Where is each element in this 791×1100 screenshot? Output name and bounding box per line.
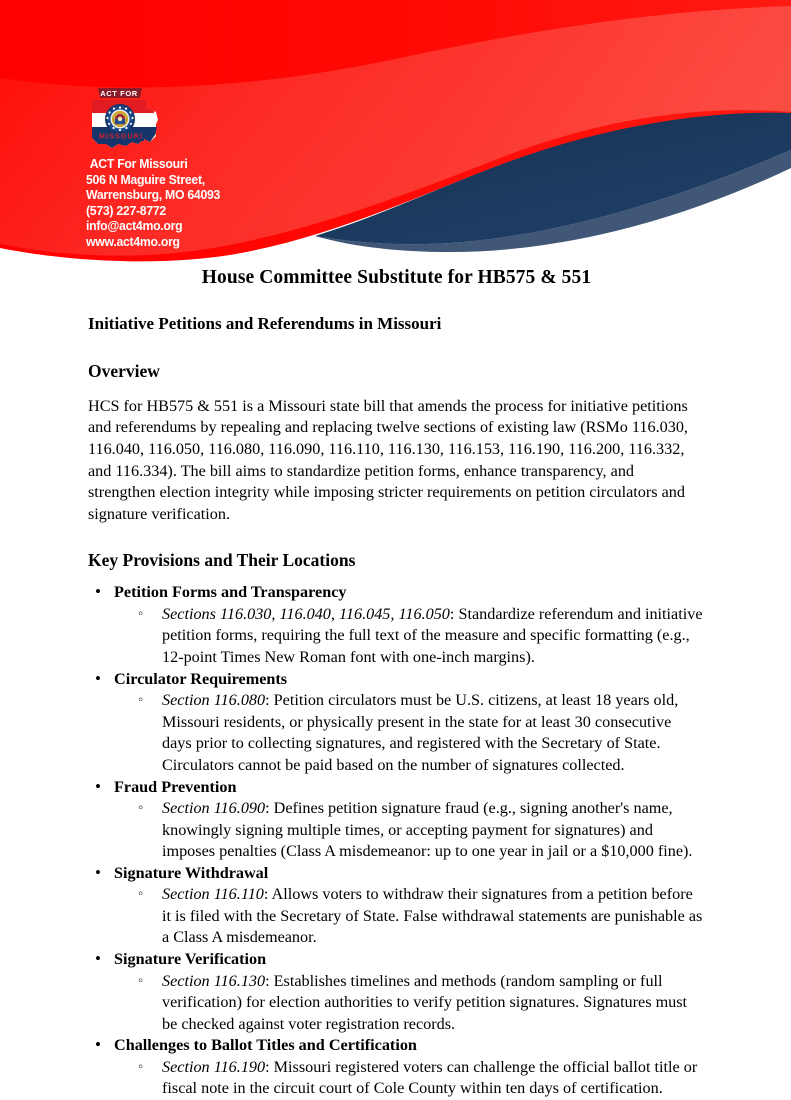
contact-phone: (573) 227-8772 [86,202,166,218]
document-subtitle: Initiative Petitions and Referendums in Missouri [88,314,442,334]
provision-details-list [114,798,705,863]
document-body [0,258,791,1100]
list-item [114,690,705,776]
contact-street: 506 N Maguire Street, [86,171,205,187]
list-item [88,669,705,777]
logo-bottom-banner [98,131,144,141]
provision-title: • Signature Withdrawal [114,863,269,882]
section-reference: Section 116.130 [162,971,266,990]
act-for-missouri-logo [88,86,170,158]
logo-bottom-text: MISSOURI [98,131,144,141]
provision-title: • Fraud Prevention [114,777,237,796]
section-reference: Sections 116.030, 116.040, 116.045, 116.050 [162,604,450,623]
list-item [88,777,705,863]
key-provisions-heading: Key Provisions and Their Locations [88,550,356,571]
logo-top-text: ACT FOR [100,89,138,98]
list-item [114,884,705,949]
contact-city-state-zip: Warrensburg, MO 64093 [86,187,221,203]
provision-detail: : Defines petition signature fraud (e.g., signing another's name, knowingly signing multiple times, or accepting payment for signatures) and imposes penalties (Class A misdemeanor: up to one year in jail or a $10,000 fine). [162,799,693,861]
list-item [88,949,705,1035]
contact-org-name: ACT For Missouri [89,156,188,171]
overview-heading: Overview [88,360,160,381]
provision-details-list [114,690,705,776]
provision-detail: : Establishes timelines and methods (random sampling or full verification) for election authorities to verify petition signatures. Signatures must be checked against voter registration records. [162,971,688,1033]
missouri-seal-icon [105,104,135,134]
contact-website[interactable]: www.act4mo.org [86,233,180,249]
act-for-banner [98,88,142,98]
list-item [114,604,705,669]
section-reference: Section 116.110 [162,885,264,904]
list-item [88,1035,705,1100]
section-reference: Section 116.090 [162,799,266,817]
provision-title: • Challenges to Ballot Titles and Certification [114,1036,417,1055]
provision-detail: : Allows voters to withdraw their signatures from a petition before it is filed with the Secretary of State. False withdrawal statements are punishable as a Class A misdemeanor. [162,885,703,947]
provision-detail: : Standardize referendum and initiative petition forms, requiring the full text of the measure and specific formatting (e.g., 12-point Times New Roman font with one-inch margins). [162,604,703,667]
overview-paragraph: HCS for HB575 & 551 is a Missouri state bill that amends the process for initiative petitions and referendums by repealing and replacing twelve sections of existing law (RSMo 116.030, 116.040, 116.050, 116.080, 116.090, 116.110, 116.130, 116.153, 116.190, 116.200, 116.332, and 116.334). The bill aims to standardize petition forms, enhance transparency, and strengthen election integrity while imposing stricter requirements on petition circulators and signature verification. [88,396,688,523]
provision-details-list [114,1057,705,1100]
provision-title: • Signature Verification [114,950,267,969]
provision-title: • Circulator Requirements [114,669,288,688]
list-item [114,798,705,863]
list-item [114,971,705,1036]
list-item [114,1057,705,1100]
provision-details-list [114,884,705,949]
organization-contact-block [86,156,328,250]
section-reference: Section 116.190 [162,1057,266,1076]
provision-details-list [114,971,705,1036]
provision-title: • Petition Forms and Transparency [114,583,347,602]
page-title: House Committee Substitute for HB575 & 551 [201,267,592,288]
list-item [88,582,705,668]
list-item [88,863,705,949]
provision-detail: : Missouri registered voters can challenge the official ballot title or fiscal note in the circuit court of Cole County within ten days of certification. [162,1057,698,1098]
provisions-list [88,582,705,1100]
contact-email[interactable]: info@act4mo.org [86,218,183,234]
provision-details-list [114,604,705,669]
provision-detail: : Petition circulators must be U.S. citizens, at least 18 years old, Missouri residents, or physically present in the state for at least 30 consecutive days prior to collecting signatures, and registered with the Secretary of State. Circulators cannot be paid based on the number of signatures collected. [162,691,679,774]
section-reference: Section 116.080 [162,691,266,710]
